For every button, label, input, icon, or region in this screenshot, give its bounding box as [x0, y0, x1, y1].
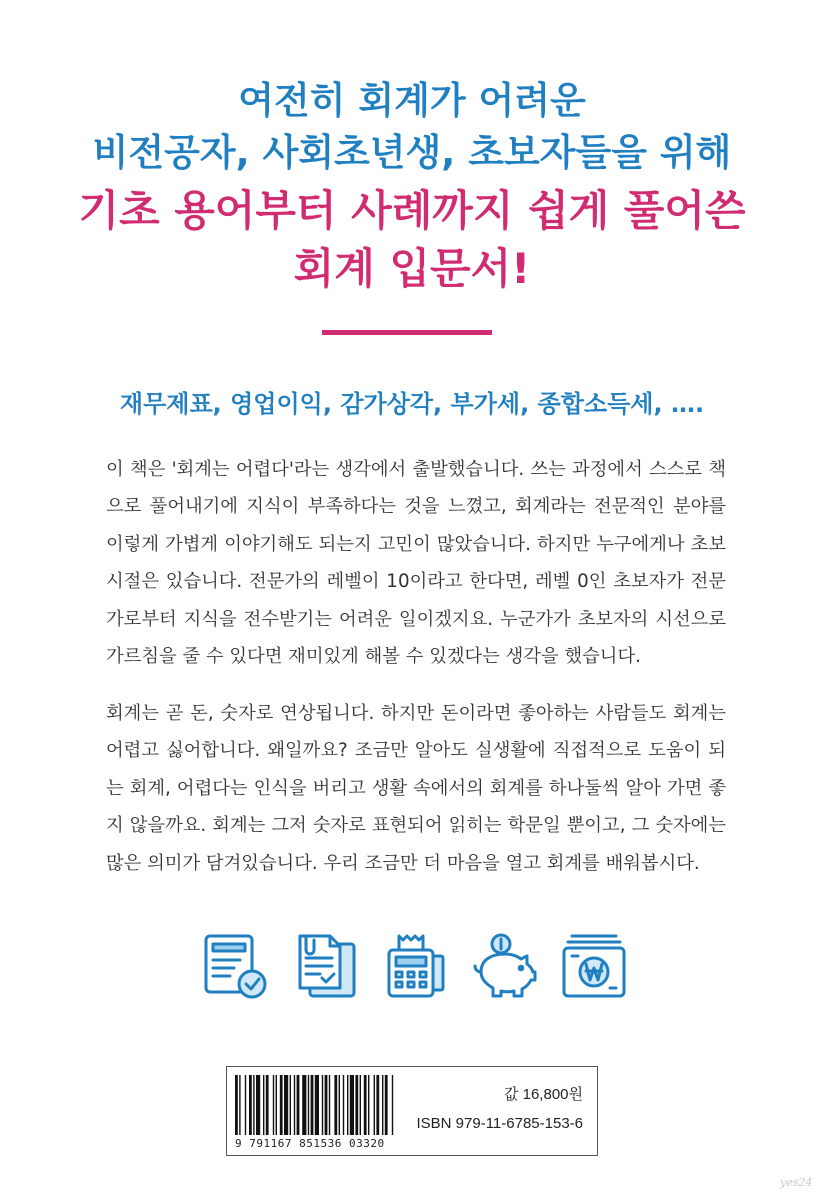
barcode-bar — [249, 1075, 252, 1135]
isbn: ISBN 979-11-6785-153-6 — [416, 1115, 583, 1132]
barcode-bar — [347, 1075, 348, 1135]
barcode-bar — [374, 1075, 375, 1135]
calculator-icon — [379, 930, 451, 1002]
barcode-bar — [329, 1075, 330, 1135]
barcode-bar — [276, 1075, 277, 1135]
headline-line-4: 회계 입문서! — [293, 244, 531, 293]
barcode-bar — [245, 1075, 246, 1135]
barcode-bar — [360, 1075, 361, 1135]
barcode-bar — [322, 1075, 323, 1135]
barcode-bar — [343, 1075, 344, 1135]
barcode-digits: 9 791167 851536 03320 — [235, 1137, 385, 1150]
icon-row — [200, 928, 630, 1004]
barcode-bar — [392, 1075, 393, 1135]
barcode-panel — [226, 1066, 598, 1156]
barcode-bar — [376, 1075, 379, 1135]
barcode-bar — [382, 1075, 383, 1135]
barcode-bar — [315, 1075, 319, 1135]
barcode-bar — [385, 1075, 388, 1135]
barcode-bar — [290, 1075, 291, 1135]
barcode-bar — [308, 1075, 309, 1135]
barcode-bar — [284, 1075, 288, 1135]
barcode-bar — [311, 1075, 314, 1135]
price: 값 16,800원 — [503, 1086, 583, 1103]
barcode-bar — [263, 1075, 264, 1135]
barcode-bar — [368, 1075, 369, 1135]
headline-line-1: 여전히 회계가 어려운 — [238, 79, 586, 122]
keywords: 재무제표, 영업이익, 감가상각, 부가세, 종합소득세, …. — [119, 390, 705, 418]
barcode-bar — [235, 1075, 238, 1135]
barcode-bar — [266, 1075, 269, 1135]
barcode-bar — [256, 1075, 260, 1135]
barcode-bar — [325, 1075, 328, 1135]
barcode-bar — [302, 1075, 306, 1135]
divider — [322, 330, 492, 335]
contract-document-icon — [290, 930, 362, 1002]
won-banknote-icon — [558, 930, 630, 1002]
barcode-bar — [273, 1075, 274, 1135]
barcode-bar — [334, 1075, 337, 1135]
watermark: yes24 — [780, 1176, 813, 1189]
barcode — [235, 1075, 435, 1135]
barcode-bar — [364, 1075, 367, 1135]
paragraph-2: 회계는 곧 돈, 숫자로 연상됩니다. 하지만 돈이라면 좋아하는 사람들도 회계는 어렵고 싫어합니다. 왜일까요? 조금만 알아도 실생활에 직접적으로 도움이 되는 회계, 어렵다는 인식을 버리고 생활 속에서의 회계를 하나둘씩 알아 가면 좋지 않을까요. 회계는 그저 숫자로 표현되어 읽히는 학문일 뿐이고, 그 숫자에는 많은 의미가 담겨있습니다. 우리 조금만 더 마음을 열고 회계를 배워봅시다. — [106, 703, 726, 874]
piggy-bank-icon — [469, 930, 541, 1002]
barcode-bar — [294, 1075, 295, 1135]
barcode-bar — [253, 1075, 254, 1135]
barcode-bar — [355, 1075, 358, 1135]
barcode-bar — [280, 1075, 283, 1135]
headline-line-2: 비전공자, 사회초년생, 초보자들을 위해 — [92, 131, 732, 174]
headline-line-3: 기초 용어부터 사례까지 쉽게 풀어쓴 — [78, 186, 746, 235]
barcode-bar — [350, 1075, 354, 1135]
paragraph-1: 이 책은 '회계는 어렵다'라는 생각에서 출발했습니다. 쓰는 과정에서 스스로 책으로 풀어내기에 지식이 부족하다는 것을 느꼈고, 회계라는 전문적인 분야를 이렇게 가볍게 이야기해도 되는지 고민이 많았습니다. 하지만 누구에게나 초보 시절은 있습니다. 전문가의 레벨이 10이라고 한다면, 레벨 0인 초보자가 전문가로부터 지식을 전수받기는 어려운 일이겠지요. 누군가가 초보자의 시선으로 가르침을 줄 수 있다면 재미있게 해볼 수 있겠다는 생각을 했습니다. — [106, 459, 726, 668]
barcode-bar — [339, 1075, 340, 1135]
barcode-bar — [297, 1075, 300, 1135]
barcode-bar — [239, 1075, 240, 1135]
approved-document-icon — [200, 930, 272, 1002]
